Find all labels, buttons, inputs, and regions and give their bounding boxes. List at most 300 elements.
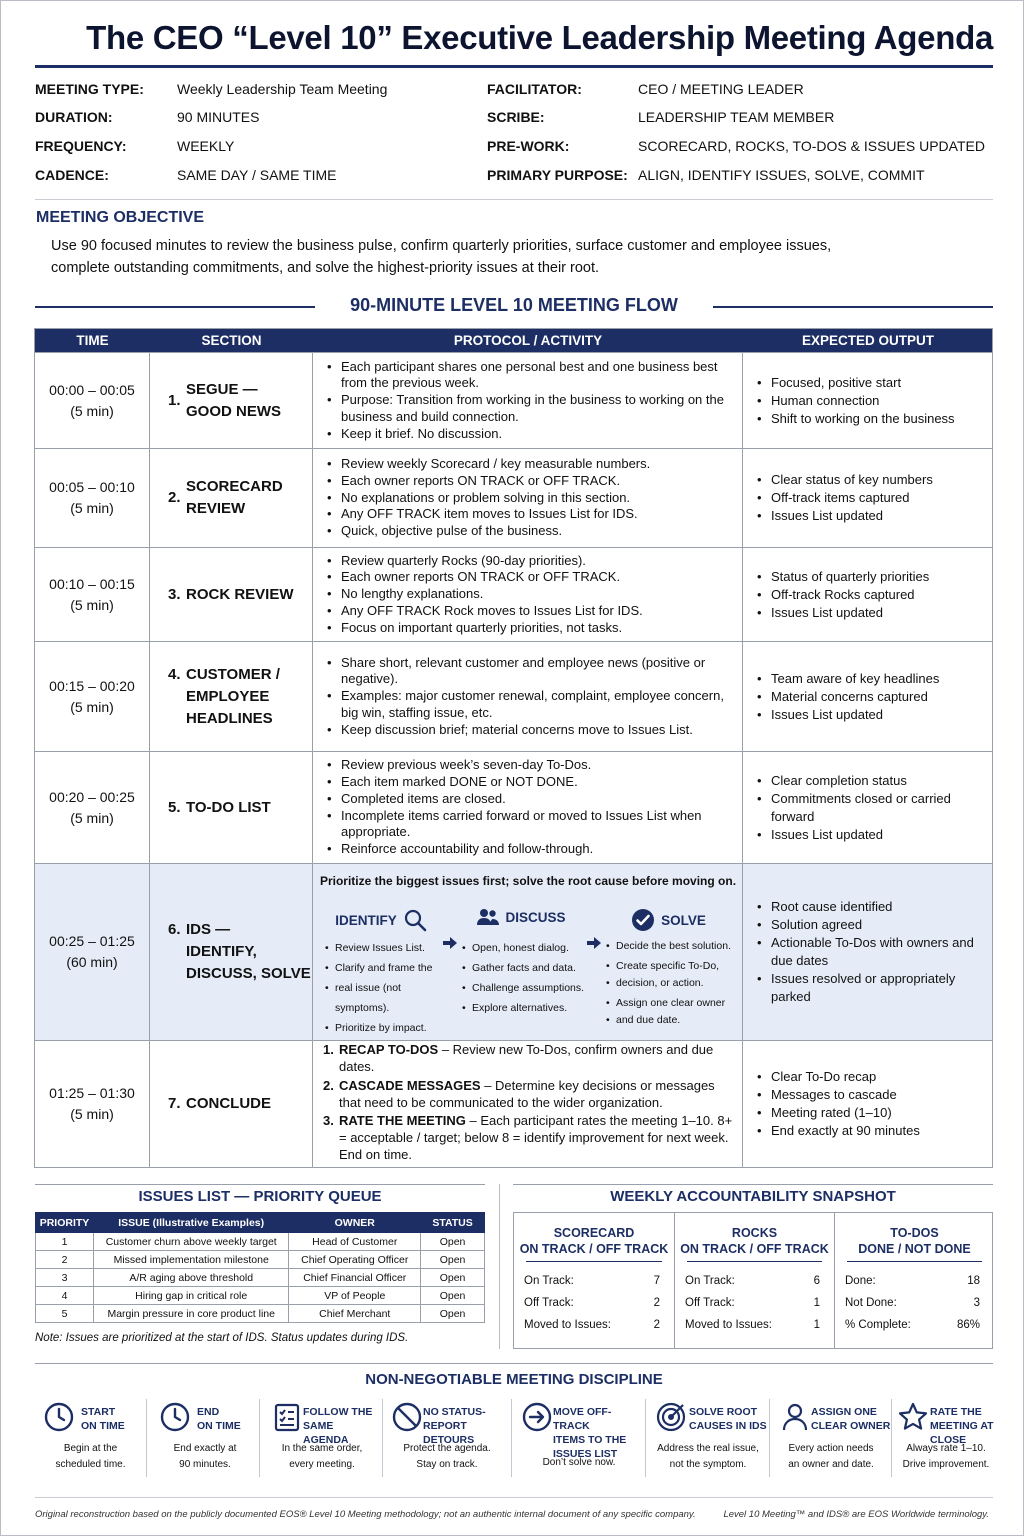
duration: (5 min) (70, 1106, 114, 1122)
section-name (186, 584, 294, 606)
protocol-item: • Each participant shares one personal best and one business best from the previous week. (327, 359, 734, 393)
snapshot-value: 2 (653, 1297, 660, 1309)
section-name (186, 379, 281, 423)
section-name-line: IDS — (186, 921, 231, 938)
meta-value: Weekly Leadership Team Meeting (177, 81, 388, 97)
meta-divider (35, 199, 993, 200)
section-name-line: EMPLOYEE (186, 687, 270, 705)
desc-line: Protect the agenda. (403, 1443, 491, 1454)
output-cell (743, 1041, 993, 1167)
discipline-label (197, 1405, 241, 1433)
protocol-item: • Examples: major customer renewal, complaint, employee concern, big win, staffing issue, etc. (327, 688, 734, 722)
footer-divider (35, 1497, 993, 1498)
issue-priority: 2 (36, 1251, 94, 1269)
meta-label: CADENCE: (35, 167, 109, 183)
section-cell (150, 548, 313, 641)
discipline-separator (769, 1399, 770, 1477)
protocol-item: • Review weekly Scorecard / key measurable numbers. (327, 456, 734, 473)
label-line: START (81, 1406, 116, 1418)
discipline-desc (771, 1441, 891, 1473)
magnifier-icon (403, 908, 427, 932)
snapshot-todos (834, 1213, 994, 1348)
ids-solve (594, 898, 743, 1040)
section-number: 6. (168, 921, 181, 938)
issue-status: Open (421, 1305, 485, 1323)
panel-divider (499, 1184, 500, 1349)
section-number: 4. (168, 665, 181, 683)
snapshot-row (685, 1297, 820, 1309)
snapshot-value: 86% (956, 1319, 980, 1331)
section-name-line: IDENTIFY, (186, 943, 257, 960)
time-range: 00:05 – 00:10 (49, 479, 135, 495)
duration: (5 min) (70, 809, 114, 826)
output-cell (743, 449, 993, 547)
issue-text: A/R aging above threshold (93, 1269, 288, 1287)
section-name (186, 664, 280, 730)
desc-line: Don’t solve now. (542, 1457, 616, 1468)
section-name-line: ROCK REVIEW (186, 585, 294, 603)
ids-item: • and due date. (606, 1012, 739, 1029)
label-line: ITEMS TO THE (553, 1434, 627, 1446)
output-item: • Status of quarterly priorities (757, 568, 993, 586)
snapshot-label: Done: (845, 1275, 876, 1287)
time-range: 00:15 – 00:20 (49, 677, 135, 694)
snapshot-title (835, 1225, 994, 1257)
issue-priority: 4 (36, 1287, 94, 1305)
clock-icon (159, 1401, 191, 1433)
snapshot-value: 1 (813, 1319, 820, 1331)
discipline-assign-owner (771, 1399, 891, 1479)
identify-label: IDENTIFY (335, 912, 397, 928)
time-range: 00:10 – 00:15 (49, 575, 135, 592)
duration: (5 min) (70, 402, 114, 419)
protocol-item: • Each item marked DONE or NOT DONE. (327, 774, 734, 791)
page-title: The CEO “Level 10” Executive Leadership Meeting Agenda (86, 19, 993, 56)
desc-line: End exactly at (173, 1443, 237, 1454)
issue-text: Missed implementation milestone (93, 1251, 288, 1269)
section-name-line: GOOD NEWS (186, 402, 282, 420)
output-item: • Shift to working on the business (757, 410, 993, 428)
label-line: ON TIME (81, 1420, 125, 1432)
discipline-label (811, 1405, 890, 1433)
protocol-cell (313, 548, 743, 641)
time-cell (35, 642, 150, 751)
duration: (60 min) (66, 954, 118, 970)
label-line: ON TIME (197, 1420, 241, 1432)
section-name (186, 1093, 271, 1115)
objective-line: Use 90 focused minutes to review the business pulse, confirm quarterly priorities, surface customer and employee issues, (51, 238, 832, 254)
snapshot-divider (513, 1184, 993, 1185)
output-item: • Issues List updated (757, 604, 993, 622)
snapshot-title (675, 1225, 834, 1257)
column-header: PROTOCOL / ACTIVITY (453, 333, 603, 348)
output-item: • Issues List updated (757, 507, 993, 525)
snapshot-row (685, 1319, 820, 1331)
protocol-item: • Reinforce accountability and follow-through. (327, 841, 734, 858)
snapshot-value: 1 (813, 1297, 820, 1309)
issues-column-header: ISSUE (Illustrative Examples) (93, 1213, 288, 1233)
output-item: • Off-track Rocks captured (757, 586, 993, 604)
arrow-circle-icon (521, 1401, 553, 1433)
section-cell (150, 642, 313, 751)
section-cell (150, 449, 313, 547)
label-line: MEETING AT CLOSE (930, 1420, 994, 1446)
conclude-item (323, 1042, 734, 1076)
issues-column-header: PRIORITY (36, 1213, 94, 1233)
ids-identify (313, 898, 449, 1040)
person-icon (779, 1401, 811, 1433)
table-row (35, 547, 992, 641)
meta-label: SCRIBE: (487, 109, 545, 125)
discipline-label (553, 1405, 645, 1461)
desc-line: Every action needs (788, 1443, 874, 1454)
discipline-desc (151, 1441, 259, 1473)
protocol-item: • Incomplete items carried forward or moved to Issues List when appropriate. (327, 808, 734, 842)
flow-heading (35, 295, 993, 319)
table-row (35, 352, 992, 448)
protocol-item: • Completed items are closed. (327, 791, 734, 808)
label-line: ISSUES LIST (553, 1448, 618, 1460)
time-range: 00:25 – 01:25 (49, 933, 135, 949)
label-line: MOVE OFF-TRACK (553, 1406, 612, 1432)
section-name (186, 797, 271, 819)
time-cell (35, 449, 150, 547)
snapshot-rule (687, 1261, 822, 1262)
section-number: 5. (168, 798, 181, 816)
meta-value: LEADERSHIP TEAM MEMBER (638, 109, 835, 125)
column-header: SECTION (201, 333, 262, 348)
output-item: • Issues List updated (757, 706, 993, 724)
snapshot-subtitle: ON TRACK / OFF TRACK (519, 1242, 669, 1256)
ids-item: • real issue (not symptoms). (325, 978, 445, 1018)
desc-line: every meeting. (289, 1459, 355, 1470)
discipline-desc (383, 1441, 511, 1473)
section-name-line: REVIEW (186, 500, 246, 517)
table-header (35, 329, 992, 352)
ids-panel (313, 864, 743, 1040)
clock-icon (43, 1401, 75, 1433)
discipline-desc (647, 1441, 769, 1473)
objective-line: complete outstanding commitments, and solve the highest-priority issues at their root. (51, 260, 600, 276)
snapshot-rule (526, 1261, 662, 1262)
protocol-cell (313, 642, 743, 751)
label-line: END (197, 1406, 220, 1418)
issues-divider (35, 1184, 485, 1185)
discipline-separator (645, 1399, 646, 1477)
section-number: 3. (168, 585, 181, 603)
desc-line: 90 minutes. (179, 1459, 231, 1470)
section-name-line: SEGUE — (186, 380, 258, 398)
desc-line: scheduled time. (55, 1459, 126, 1470)
ids-item: • Review Issues List. (325, 938, 445, 958)
title-divider (35, 65, 993, 68)
meta-value: WEEKLY (177, 138, 235, 154)
column-header: TIME (76, 333, 109, 348)
output-item: • Material concerns captured (757, 688, 993, 706)
snapshot-title-line: SCORECARD (553, 1226, 635, 1240)
label-line: SOLVE ROOT (689, 1406, 758, 1418)
protocol-item: • Any OFF TRACK item moves to Issues List for IDS. (327, 506, 734, 523)
section-name-line: CUSTOMER / (186, 665, 280, 683)
output-item: • Clear completion status (757, 772, 993, 790)
discipline-label (689, 1405, 767, 1433)
snapshot-row (524, 1319, 660, 1331)
issue-row (36, 1233, 485, 1251)
desc-line: not the symptom. (669, 1459, 747, 1470)
section-cell (150, 864, 313, 1040)
snapshot-label: Not Done: (845, 1297, 897, 1309)
ids-item: • Challenge assumptions. (462, 978, 589, 998)
issue-status: Open (421, 1269, 485, 1287)
protocol-item: • Quick, objective pulse of the business. (327, 523, 734, 540)
snapshot-box (513, 1212, 993, 1349)
solve-label: SOLVE (661, 912, 706, 928)
snapshot-title (514, 1225, 674, 1257)
time-range: 00:00 – 00:05 (49, 381, 135, 398)
no-entry-icon (391, 1401, 423, 1433)
snapshot-value: 3 (973, 1297, 980, 1309)
discipline-separator (891, 1399, 892, 1477)
meta-label: PRIMARY PURPOSE: (487, 167, 628, 183)
discipline-separator (146, 1399, 147, 1477)
snapshot-label: % Complete: (845, 1319, 911, 1331)
target-icon (655, 1401, 687, 1433)
discipline-rate-meeting (893, 1399, 1017, 1479)
meta-label: DURATION: (35, 109, 113, 125)
issue-status: Open (421, 1287, 485, 1305)
desc-line: In the same order, (281, 1443, 363, 1454)
desc-line: Always rate 1–10. (906, 1443, 986, 1454)
time-cell (35, 752, 150, 863)
item-text: – Review new To-Dos, confirm owners and due dates. (339, 1042, 714, 1074)
star-icon (897, 1401, 929, 1433)
issue-row (36, 1305, 485, 1323)
issues-table (35, 1212, 485, 1323)
snapshot-row (685, 1275, 820, 1287)
discuss-heading (450, 908, 593, 926)
snapshot-row (524, 1297, 660, 1309)
discipline-heading: NON-NEGOTIABLE MEETING DISCIPLINE (365, 1371, 663, 1388)
label-line: FOLLOW THE (303, 1406, 373, 1418)
meta-label: MEETING TYPE: (35, 81, 144, 97)
issue-priority: 5 (36, 1305, 94, 1323)
discipline-no-detours (383, 1399, 511, 1479)
item-key: RATE THE MEETING (339, 1113, 466, 1129)
issues-column-header: OWNER (289, 1213, 421, 1233)
item-text: – Determine key decisions or messages that need to be communicated to the wider organization. (339, 1077, 715, 1110)
protocol-item: • Purpose: Transition from working in the business to working on the business and build connection. (327, 392, 734, 426)
snapshot-heading: WEEKLY ACCOUNTABILITY SNAPSHOT (610, 1188, 896, 1205)
snapshot-label: Moved to Issues: (685, 1319, 772, 1331)
snapshot-row (845, 1275, 980, 1287)
desc-line: Drive improvement. (902, 1459, 990, 1470)
item-number: 3. (323, 1113, 334, 1129)
discipline-start-on-time (35, 1399, 146, 1479)
ids-item: • Assign one clear owner (606, 995, 739, 1012)
discipline-label (81, 1405, 125, 1433)
time-cell (35, 548, 150, 641)
snapshot-rocks (674, 1213, 834, 1348)
label-line: SAME AGENDA (303, 1420, 349, 1446)
ids-item: • Explore alternatives. (462, 998, 589, 1018)
duration: (5 min) (70, 698, 114, 715)
duration: (5 min) (70, 596, 114, 613)
conclude-item (323, 1113, 734, 1163)
desc-line: Begin at the (63, 1443, 118, 1454)
meta-label: PRE-WORK: (487, 138, 570, 154)
issue-row (36, 1251, 485, 1269)
snapshot-value: 2 (653, 1319, 660, 1331)
snapshot-title-line: ROCKS (731, 1226, 778, 1240)
ids-discuss (450, 898, 593, 1040)
discipline-separator (511, 1399, 512, 1477)
discipline-same-agenda (263, 1399, 381, 1479)
protocol-item: • Each owner reports ON TRACK or OFF TRACK. (327, 569, 734, 586)
table-row (35, 448, 992, 547)
identify-heading (313, 908, 449, 932)
issues-column-header: STATUS (421, 1213, 485, 1233)
section-name-line: HEADLINES (186, 709, 273, 727)
snapshot-label: Off Track: (524, 1297, 574, 1309)
section-cell (150, 1041, 313, 1167)
item-number: 1. (323, 1042, 334, 1058)
snapshot-label: Moved to Issues: (524, 1319, 611, 1331)
label-line: RATE THE (930, 1406, 982, 1418)
snapshot-row (845, 1297, 980, 1309)
protocol-item: • Share short, relevant customer and employee news (positive or negative). (327, 655, 734, 689)
solve-heading (594, 908, 743, 932)
output-item: • Human connection (757, 392, 993, 410)
discipline-divider (35, 1363, 993, 1364)
issue-priority: 3 (36, 1269, 94, 1287)
snapshot-scorecard (514, 1213, 674, 1348)
protocol-cell (313, 1041, 743, 1167)
discipline-desc (35, 1441, 146, 1473)
item-key: RECAP TO-DOS (339, 1042, 439, 1058)
protocol-item: • No lengthy explanations. (327, 586, 734, 603)
column-header: EXPECTED OUTPUT (801, 333, 934, 348)
snapshot-rule (847, 1261, 982, 1262)
protocol-cell (313, 353, 743, 448)
meeting-meta (35, 79, 993, 195)
snapshot-title-line: TO-DOS (890, 1226, 939, 1240)
output-item: • Issues resolved or appropriately parked (757, 970, 993, 1006)
issues-header-row (36, 1213, 485, 1233)
issue-row (36, 1269, 485, 1287)
snapshot-subtitle: ON TRACK / OFF TRACK (680, 1242, 829, 1256)
meta-value: 90 MINUTES (177, 109, 260, 125)
check-circle-icon (631, 908, 655, 932)
item-number: 2. (323, 1077, 334, 1093)
snapshot-label: On Track: (685, 1275, 735, 1287)
flow-heading-text: 90-MINUTE LEVEL 10 MEETING FLOW (350, 295, 678, 315)
discipline-solve-root (647, 1399, 769, 1479)
output-item: • Team aware of key headlines (757, 670, 993, 688)
time-range: 01:25 – 01:30 (49, 1085, 135, 1101)
snapshot-value: 18 (967, 1275, 980, 1287)
meta-value: SAME DAY / SAME TIME (177, 167, 337, 183)
ids-item: • Clarify and frame the (325, 958, 445, 978)
section-name-line: CONCLUDE (186, 1095, 271, 1112)
issue-status: Open (421, 1233, 485, 1251)
section-number: 1. (168, 391, 181, 409)
meeting-flow-table (34, 328, 993, 1168)
protocol-item: • No explanations or problem solving in this section. (327, 490, 734, 507)
label-line: NO STATUS-REPORT (423, 1406, 486, 1432)
issue-row (36, 1287, 485, 1305)
section-cell (150, 752, 313, 863)
protocol-cell (313, 752, 743, 863)
snapshot-row (845, 1319, 980, 1331)
discipline-move-off-track (513, 1399, 645, 1479)
output-item: • Off-track items captured (757, 489, 993, 507)
time-cell (35, 1041, 150, 1167)
snapshot-label: On Track: (524, 1275, 574, 1287)
checklist-icon (271, 1401, 303, 1433)
issue-owner: Head of Customer (289, 1233, 421, 1251)
issue-text: Margin pressure in core product line (93, 1305, 288, 1323)
discipline-desc (513, 1455, 645, 1471)
table-row-ids (35, 863, 992, 1040)
table-row (35, 751, 992, 863)
output-item: • Solution agreed (757, 916, 993, 934)
issue-owner: Chief Financial Officer (289, 1269, 421, 1287)
label-line: ASSIGN ONE (811, 1406, 877, 1418)
output-cell (743, 752, 993, 863)
output-cell (743, 642, 993, 751)
protocol-item: • Keep it brief. No discussion. (327, 426, 734, 443)
time-range: 00:20 – 00:25 (49, 788, 135, 805)
issue-text: Hiring gap in critical role (93, 1287, 288, 1305)
ids-lead: Prioritize the biggest issues first; solve the root cause before moving on. (319, 874, 737, 888)
ids-item: • Create specific To-Do, (606, 958, 739, 975)
snapshot-label: Off Track: (685, 1297, 735, 1309)
protocol-item: • Review quarterly Rocks (90-day priorities). (327, 553, 734, 570)
label-line: DETOURS (423, 1434, 475, 1446)
duration: (5 min) (70, 500, 114, 516)
item-key: CASCADE MESSAGES (339, 1077, 481, 1093)
discipline-desc (893, 1441, 999, 1473)
discipline-separator (259, 1399, 260, 1477)
section-name-line: TO-DO LIST (186, 798, 271, 816)
label-line: CLEAR OWNER (811, 1420, 891, 1432)
discipline-desc (263, 1441, 381, 1473)
discipline-end-on-time (151, 1399, 259, 1479)
issue-text: Customer churn above weekly target (93, 1233, 288, 1251)
footer-trademark: Level 10 Meeting™ and IDS® are EOS Worldwide terminology. (723, 1509, 989, 1520)
section-name (186, 919, 311, 985)
output-item: • Messages to cascade (757, 1086, 993, 1104)
discuss-label: DISCUSS (505, 909, 566, 925)
section-number: 2. (168, 489, 181, 506)
ids-item: • Gather facts and data. (462, 958, 589, 978)
protocol-item: • Any OFF TRACK Rock moves to Issues List for IDS. (327, 603, 734, 620)
item-text: – Each participant rates the meeting 1–10. 8+ = acceptable / target; below 8 = identify improvement for next week. End on time. (339, 1113, 733, 1162)
section-name-line: DISCUSS, SOLVE (186, 965, 311, 982)
desc-line: an owner and date. (788, 1459, 874, 1470)
section-name-line: SCORECARD (186, 478, 283, 495)
output-cell (743, 353, 993, 448)
meta-value: CEO / MEETING LEADER (638, 81, 804, 97)
table-row (35, 1040, 992, 1167)
output-item: • Clear To-Do recap (757, 1068, 993, 1086)
protocol-item: • Focus on important quarterly priorities, not tasks. (327, 620, 734, 637)
footer-disclaimer: Original reconstruction based on the publicly documented EOS® Level 10 Meeting methodology; not an authentic internal document of any specific company. (35, 1509, 696, 1520)
meta-value: ALIGN, IDENTIFY ISSUES, SOLVE, COMMIT (638, 167, 925, 183)
output-item: • Clear status of key numbers (757, 471, 993, 489)
issue-owner: Chief Merchant (289, 1305, 421, 1323)
snapshot-value: 6 (813, 1275, 820, 1287)
